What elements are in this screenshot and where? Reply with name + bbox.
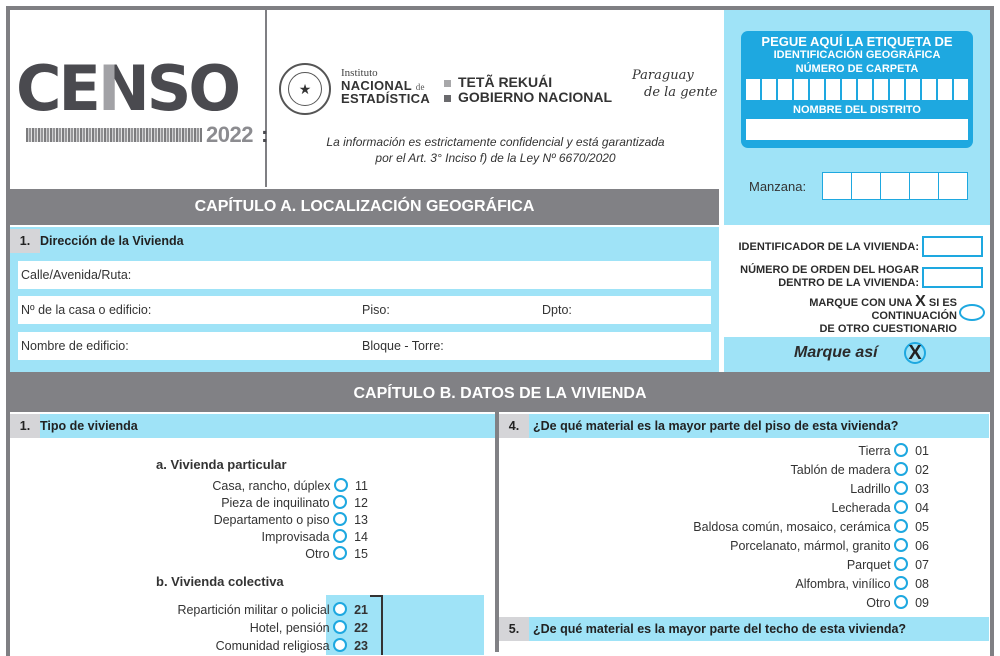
marked-circle-icon: X [904, 342, 926, 364]
option-label: Lecherada [831, 501, 891, 515]
option-code: 08 [915, 577, 929, 591]
carpeta-cell[interactable] [890, 79, 904, 100]
option-label: Departamento o piso [213, 513, 330, 527]
option-label: Alfombra, vinílico [795, 577, 891, 591]
label-subtitle: IDENTIFICACIÓN GEOGRÁFICA [773, 49, 941, 61]
option-22[interactable] [250, 620, 368, 637]
manzana-cell[interactable] [910, 173, 939, 199]
censo-year: 2022 [206, 122, 253, 147]
option-code: 03 [915, 482, 929, 496]
option-01[interactable] [858, 443, 929, 460]
national-seal-icon [279, 63, 331, 115]
teta-rekuai: TETÃ REKUÁI [458, 74, 553, 90]
nro-casa-label: Nº de la casa o edificio: [21, 303, 152, 317]
orden-line1: NÚMERO DE ORDEN DEL HOGAR [740, 264, 919, 276]
radio-circle-icon[interactable] [894, 462, 908, 476]
manzana-cell[interactable] [852, 173, 881, 199]
gobierno-line2 [444, 90, 612, 105]
option-label: Repartición militar o policial [177, 603, 330, 617]
gobierno-nacional: GOBIERNO NACIONAL [458, 89, 612, 106]
question-label: ¿De qué material es la mayor parte del techo de esta vivienda? [533, 622, 907, 636]
section-address [10, 227, 719, 372]
manzana-field[interactable] [822, 172, 968, 200]
ine-line2: ESTADÍSTICA [341, 91, 431, 106]
question-number: 1. [10, 229, 40, 253]
star-icon: ★ [288, 72, 322, 106]
option-15[interactable] [305, 546, 368, 563]
colectiva-bracket [370, 595, 383, 655]
slogan-line2: de la gente [644, 84, 718, 100]
option-code: 05 [915, 520, 929, 534]
option-13[interactable] [214, 512, 368, 529]
question-label: Dirección de la Vivienda [40, 234, 184, 248]
question-5-header [499, 617, 989, 641]
radio-circle-icon[interactable] [894, 519, 908, 533]
option-label: Hotel, pensión [249, 621, 330, 635]
carpeta-cell[interactable] [778, 79, 792, 100]
radio-circle-icon[interactable] [894, 443, 908, 457]
distrito-label: NOMBRE DEL DISTRITO [793, 104, 921, 116]
ine-small: Instituto [341, 67, 378, 79]
header-institutions [269, 10, 722, 187]
question-label: Tipo de vivienda [40, 419, 138, 433]
square-icon [444, 95, 451, 102]
carpeta-cell[interactable] [826, 79, 840, 100]
question-1-header [10, 414, 495, 438]
cont-pre: MARQUE CON UNA [809, 297, 916, 309]
confidentiality-line1: La información es estrictamente confidencial y está garantizada [326, 135, 665, 149]
question-material-piso [499, 414, 989, 654]
option-05[interactable] [693, 519, 929, 536]
radio-circle-icon[interactable] [333, 512, 347, 526]
option-code: 15 [354, 547, 368, 561]
vivienda-colectiva-title: b. Vivienda colectiva [156, 574, 284, 589]
option-04[interactable] [832, 500, 929, 517]
radio-circle-icon[interactable] [894, 481, 908, 495]
cont-x: X [915, 293, 926, 310]
option-label: Tablón de madera [790, 463, 891, 477]
radio-circle-icon[interactable] [333, 546, 347, 560]
vivienda-id-label: IDENTIFICADOR DE LA VIVIENDA: [738, 241, 919, 253]
censo-logo: CENSO [16, 52, 239, 125]
chapter-a-title: CAPÍTULO A. LOCALIZACIÓN GEOGRÁFICA [10, 189, 719, 225]
question-tipo-vivienda [10, 414, 495, 654]
option-12[interactable] [221, 495, 368, 512]
carpeta-cell[interactable] [874, 79, 888, 100]
option-code: 13 [354, 513, 368, 527]
option-07[interactable] [847, 557, 929, 574]
radio-circle-icon[interactable] [333, 620, 347, 634]
gobierno-logo [444, 75, 612, 106]
option-label: Tierra [858, 444, 891, 458]
radio-circle-icon[interactable] [333, 638, 347, 652]
calle-label: Calle/Avenida/Ruta: [21, 268, 132, 282]
slogan-logo [632, 68, 718, 102]
carpeta-cell[interactable] [906, 79, 920, 100]
option-label: Otro [305, 547, 330, 561]
censo-logo-cell [10, 10, 267, 187]
censo-people-pattern [26, 128, 202, 142]
option-23[interactable] [216, 638, 368, 655]
option-label: Porcelanato, mármol, granito [730, 539, 891, 553]
option-code: 12 [354, 496, 368, 510]
radio-circle-icon[interactable] [333, 602, 347, 616]
nombre-edificio-label: Nombre de edificio: [21, 339, 129, 353]
carpeta-cell[interactable] [762, 79, 776, 100]
option-03[interactable] [850, 481, 929, 498]
option-label: Parquet [846, 558, 891, 572]
option-09[interactable] [866, 595, 929, 612]
slogan-line1: Paraguay [632, 68, 694, 83]
ine-de: de [415, 82, 425, 92]
ine-logo [341, 68, 430, 105]
option-code: 14 [354, 530, 368, 544]
radio-circle-icon[interactable] [894, 576, 908, 590]
gobierno-line1 [444, 75, 612, 90]
radio-circle-icon[interactable] [333, 529, 347, 543]
bloque-torre-label: Bloque - Torre: [362, 339, 444, 353]
piso-label: Piso: [362, 303, 390, 317]
label-sticker-area [741, 31, 973, 148]
square-icon [444, 80, 451, 87]
option-08[interactable] [795, 576, 929, 593]
option-code: 06 [915, 539, 929, 553]
radio-circle-icon[interactable] [894, 538, 908, 552]
option-label: Pieza de inquilinato [221, 496, 330, 510]
option-label: Otro [866, 596, 891, 610]
ine-nacional: NACIONAL [341, 78, 412, 93]
option-label: Improvisada [261, 530, 330, 544]
manzana-cell[interactable] [939, 173, 967, 199]
calle-field[interactable] [18, 261, 711, 289]
cont-post: SI ES CONTINUACIÓN [871, 297, 957, 322]
orden-hogar-field[interactable] [922, 267, 983, 288]
carpeta-cell[interactable] [858, 79, 872, 100]
marque-asi-label: Marque así [794, 344, 878, 361]
option-label: Comunidad religiosa [215, 639, 330, 653]
carpeta-cell[interactable] [842, 79, 856, 100]
continuation-label [724, 295, 957, 336]
option-label: Baldosa común, mosaico, cerámica [693, 520, 891, 534]
question-number: 5. [499, 617, 529, 641]
distrito-field[interactable] [746, 119, 968, 140]
radio-circle-icon[interactable] [894, 500, 908, 514]
option-code: 22 [354, 621, 368, 635]
radio-circle-icon[interactable] [894, 557, 908, 571]
manzana-cell[interactable] [881, 173, 910, 199]
question-label: ¿De qué material es la mayor parte del piso de esta vivienda? [533, 419, 899, 433]
option-code: 01 [915, 444, 929, 458]
option-11[interactable] [212, 478, 368, 495]
confidentiality-notice [269, 134, 722, 166]
carpeta-cell[interactable] [954, 79, 968, 100]
orden-hogar-label [740, 264, 919, 290]
manzana-label: Manzana: [749, 179, 807, 194]
option-code: 04 [915, 501, 929, 515]
edificio-row[interactable] [18, 332, 711, 360]
question-1-header [10, 229, 719, 253]
carpeta-cell[interactable] [746, 79, 760, 100]
carpeta-cell[interactable] [810, 79, 824, 100]
question-4-header [499, 414, 989, 438]
vivienda-id-field[interactable] [922, 236, 983, 257]
dpto-label: Dpto: [542, 303, 572, 317]
option-code: 02 [915, 463, 929, 477]
continuation-line1 [724, 295, 957, 323]
manzana-cell[interactable] [823, 173, 852, 199]
carpeta-number-field[interactable] [746, 79, 968, 100]
continuation-checkbox[interactable] [959, 304, 985, 321]
option-code: 11 [355, 479, 368, 493]
option-label: Casa, rancho, dúplex [212, 479, 331, 493]
censo-colon: : [261, 122, 269, 147]
carpeta-cell[interactable] [922, 79, 936, 100]
radio-circle-icon[interactable] [333, 495, 347, 509]
option-06[interactable] [730, 538, 929, 555]
option-code: 21 [354, 603, 368, 617]
label-title: PEGUE AQUÍ LA ETIQUETA DE [761, 34, 953, 49]
marking-example [724, 337, 990, 372]
confidentiality-line2: por el Art. 3° Inciso f) de la Ley Nº 6670/2020 [375, 151, 616, 165]
vivienda-particular-title: a. Vivienda particular [156, 457, 287, 472]
nro-casa-row[interactable] [18, 296, 711, 324]
carpeta-cell[interactable] [794, 79, 808, 100]
option-21[interactable] [177, 602, 368, 619]
chapter-b-title: CAPÍTULO B. DATOS DE LA VIVIENDA [10, 376, 990, 412]
carpeta-label: NÚMERO DE CARPETA [795, 63, 919, 75]
identifiers-panel [724, 227, 990, 335]
option-14[interactable] [262, 529, 368, 546]
option-label: Ladrillo [850, 482, 891, 496]
geographic-label-panel [724, 10, 990, 225]
option-02[interactable] [791, 462, 929, 479]
option-code: 23 [354, 639, 368, 653]
continuation-line2: DE OTRO CUESTIONARIO [819, 323, 957, 335]
question-number: 1. [10, 414, 40, 438]
question-number: 4. [499, 414, 529, 438]
carpeta-cell[interactable] [938, 79, 952, 100]
radio-circle-icon[interactable] [334, 478, 348, 492]
option-code: 09 [915, 596, 929, 610]
orden-line2: DENTRO DE LA VIVIENDA: [778, 277, 919, 289]
radio-circle-icon[interactable] [894, 595, 908, 609]
option-code: 07 [915, 558, 929, 572]
